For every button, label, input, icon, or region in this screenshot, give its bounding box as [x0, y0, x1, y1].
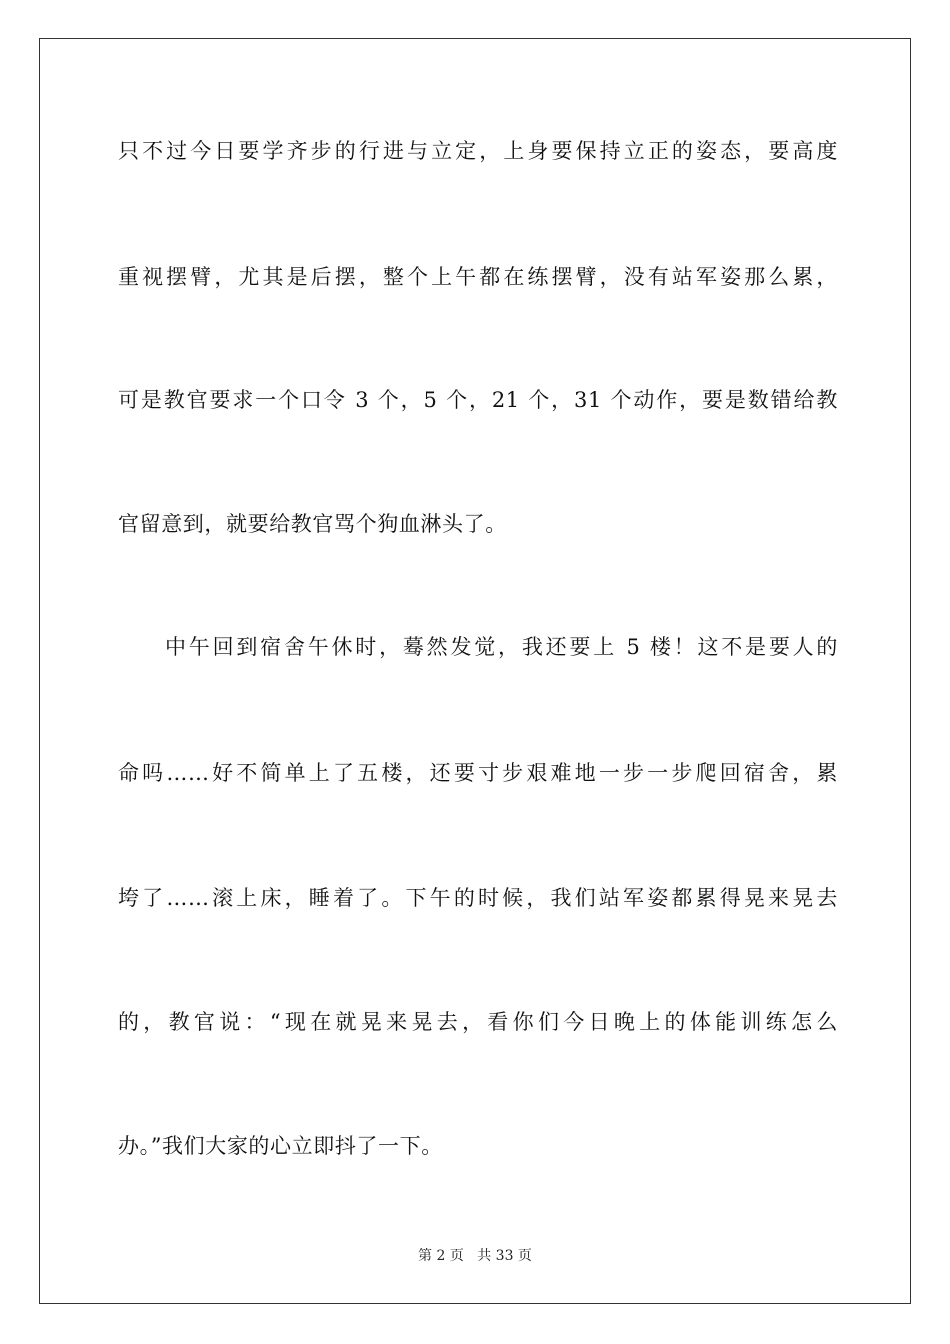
page-number: 第 2 页: [418, 1248, 464, 1264]
paragraph-line-1: 只不过今日要学齐步的行进与立定，上身要保持立正的姿态，要高度: [118, 139, 838, 163]
paragraph-line-4: 官留意到，就要给教官骂个狗血淋头了。: [118, 512, 507, 536]
paragraph-line-8: 的，教官说：“现在就晃来晃去，看你们今日晚上的体能训练怎么: [118, 1010, 838, 1034]
paragraph-line-2: 重视摆臂，尤其是后摆，整个上午都在练摆臂，没有站军姿那么累，: [118, 265, 838, 289]
paragraph-line-9: 办。”我们大家的心立即抖了一下。: [118, 1134, 443, 1158]
page-frame: [39, 38, 911, 1304]
page-total: 共 33 页: [477, 1248, 532, 1264]
page-footer: [0, 1246, 950, 1266]
paragraph-line-5: 中午回到宿舍午休时，蓦然发觉，我还要上 5 楼！这不是要人的: [165, 635, 838, 659]
paragraph-line-7: 垮了……滚上床，睡着了。下午的时候，我们站军姿都累得晃来晃去: [118, 886, 838, 910]
paragraph-line-3: 可是教官要求一个口令 3 个，5 个，21 个，31 个动作，要是数错给教: [118, 388, 838, 412]
paragraph-line-6: 命吗……好不简单上了五楼，还要寸步艰难地一步一步爬回宿舍，累: [118, 761, 838, 785]
